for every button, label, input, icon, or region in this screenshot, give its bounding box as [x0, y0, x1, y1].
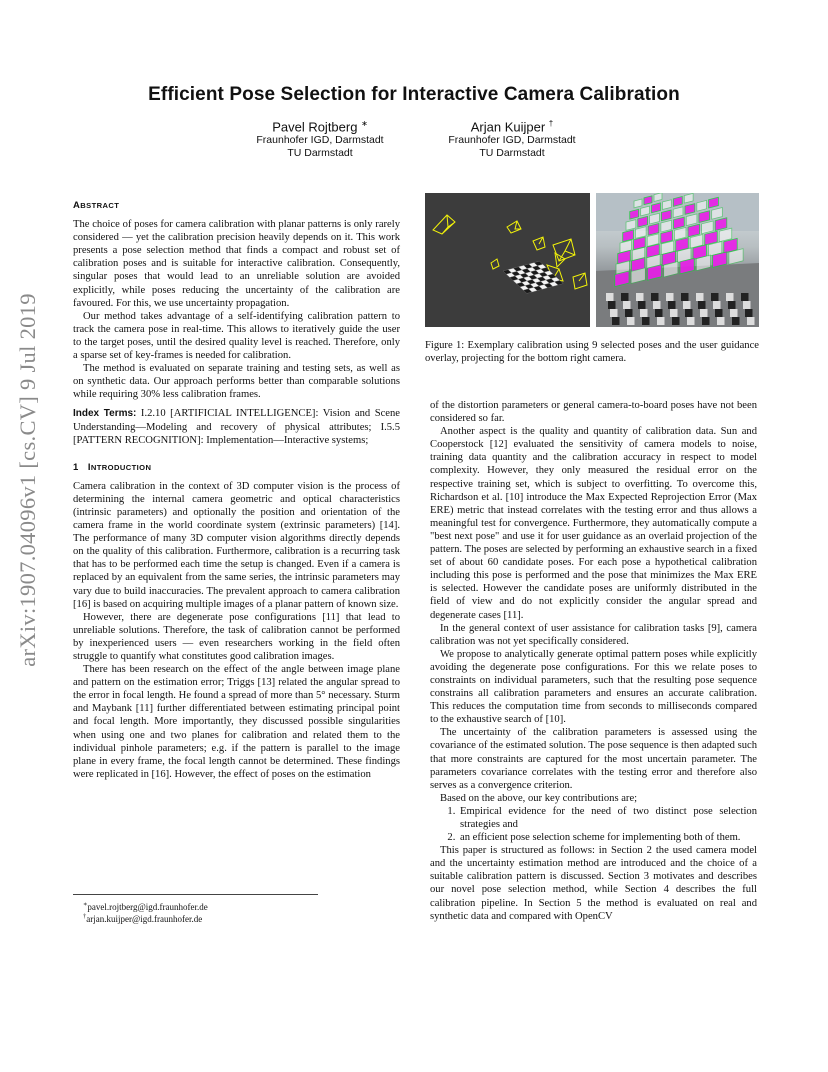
arxiv-sidebar	[8, 175, 48, 785]
contribution-item: 1. Empirical evidence for the need of two distinct pose selection strategies and	[458, 805, 757, 831]
intro-paragraph: However, there are degenerate pose configurations [11] that lead to unreliable solutions. Therefore, the task of calibration cannot be performed by inexperienced users — even researchers working in the field often struggle to quantify what constitutes good calibration images.	[73, 611, 400, 662]
author-name: Pavel Rojtberg	[272, 119, 358, 135]
author-mark: ∗	[361, 119, 368, 128]
board-square	[625, 309, 633, 317]
board-square	[636, 293, 644, 301]
board-square	[640, 309, 648, 317]
board-square	[642, 317, 650, 325]
figure-1-caption: Figure 1: Exemplary calibration using 9 selected poses and the user guidance overlay, projecting for the bottom right camera.	[425, 340, 759, 365]
footnote-1: ∗pavel.rojtberg@igd.fraunhofer.de	[83, 901, 208, 912]
contribution-list	[430, 805, 757, 844]
board-square	[698, 301, 706, 309]
index-terms-text: I.2.10 [ARTIFICIAL INTELLIGENCE]: Vision and Scene Understanding—Modeling and recovery of physical attributes; I.5.5 [PATTERN RECOGNITION]: Implementation—Interactive systems;	[73, 408, 400, 446]
board-square	[702, 317, 710, 325]
frustum	[573, 273, 587, 289]
board-square	[726, 293, 734, 301]
board-square	[610, 309, 618, 317]
board-square	[747, 317, 755, 325]
frustum	[433, 215, 455, 234]
board-square	[700, 309, 708, 317]
contribution-item: 2. an efficient pose selection scheme for implementing both of them.	[458, 831, 757, 844]
author-block-1	[210, 119, 430, 160]
board-square	[608, 301, 616, 309]
abstract-paragraph: Our method takes advantage of a self-identifying calibration pattern to track the camera pose in real-time. This allows to iteratively guide the user to the target poses, until the desired quality level is reached. Therefore, only a sparse set of key-frames is needed for calibration.	[73, 310, 400, 362]
figure-1-guidance-overlay	[596, 193, 759, 327]
board-square	[730, 309, 738, 317]
board-square	[717, 317, 725, 325]
board-square	[711, 293, 719, 301]
introduction-heading: 1 INTRODUCTION	[73, 461, 152, 473]
board-square	[666, 293, 674, 301]
board-square	[623, 301, 631, 309]
intro-paragraph: of the distortion parameters or general camera-to-board poses have not been considered so far.	[430, 400, 757, 425]
board-square	[621, 293, 629, 301]
author-block-2	[402, 119, 622, 160]
board-square	[655, 309, 663, 317]
intro-paragraph: Based on the above, our key contributions are;	[440, 792, 638, 804]
abstract-paragraph: The choice of poses for camera calibration with planar patterns is only rarely considered — yet the calibration precision heavily depends on it. This work presents a pose selection method that finds a compact and robust set of calibration poses and is suitable for interactive calibration. Consequently, singular poses that would lead to an unreliable solution are avoided explicitly, while poses reducing the uncertainty of the calibration are favoured. For this, we use uncertainty propagation.	[73, 219, 400, 309]
board-square	[653, 301, 661, 309]
intro-paragraph: Another aspect is the quality and quantity of calibration data. Sun and Cooperstock [12] evaluated the sensitivity of camera models to noise, training data quantity and the calibration accuracy in respect to model complexity. However, they only measured the residual error on the respective training set, which is subject to overfitting. To overcome this, Richardson et al. [10] introduce the Max Expected Reprojection Error (Max ERE) metric that instead correlates with the testing error and thus allows a meaningful test for convergence. Furthermore, they automatically compute a "best next pose" and use it for user guidance as an overlaid projection of the pattern. The poses are selected by performing an exhaustive search in a fixed set of about 60 candidate poses. For each pose a hypothetical calibration including this pose is performed and the pose that minimizes the Max ERE is selected. However the candidate poses are uniformly distributed in the field of view and do not explicitly consider the angular spread and degenerate cases [11].	[430, 426, 757, 621]
board-square	[741, 293, 749, 301]
abstract-paragraph: The method is evaluated on separate training and testing sets, as well as on synthetic data. Our approach performs better than comparable solutions while requiring 30% less calibration frames.	[73, 363, 400, 401]
affiliation: TU Darmstadt	[479, 147, 545, 160]
guidance-overlay-photo	[596, 193, 759, 327]
board-square	[612, 317, 620, 325]
footnote-rule	[73, 894, 318, 895]
board-square	[715, 309, 723, 317]
board-square	[657, 317, 665, 325]
left-column	[73, 199, 400, 781]
author-name: Arjan Kuijper	[470, 119, 546, 135]
board-square	[696, 293, 704, 301]
board-square	[713, 301, 721, 309]
intro-paragraph: We propose to analytically generate optimal pattern poses while explicitly avoiding the degenerate pose configurations. For this we relate poses to constraints on individual parameters, such that the resulting pose sequence constrains all calibration parameters and ensures an accurate calibration. This reduces the computation time from seconds to milliseconds compared to the exhaustive search of [10].	[430, 648, 757, 726]
board-square	[683, 301, 691, 309]
intro-paragraph: In the general context of user assistance for calibration tasks [9], camera calibration was not yet specifically considered.	[430, 622, 757, 647]
footnote-2: †arjan.kuijper@igd.fraunhofer.de	[83, 913, 203, 924]
board-square	[728, 301, 736, 309]
board-square	[687, 317, 695, 325]
paper-title: Efficient Pose Selection for Interactive Camera Calibration	[148, 84, 680, 105]
affiliation: TU Darmstadt	[287, 147, 353, 160]
board-square	[668, 301, 676, 309]
board-square	[743, 301, 751, 309]
affiliation: Fraunhofer IGD, Darmstadt	[256, 134, 384, 147]
arxiv-id: arXiv:1907.04096v1 [cs.CV] 9 Jul 2019	[15, 293, 40, 667]
board-square	[638, 301, 646, 309]
intro-paragraph: The uncertainty of the calibration parameters is assessed using the covariance of the estimated solution. The pose sequence is then adapted such that more constraints are captured for the most uncertain parameter. The parameters covariance correlates with the testing error and therefore also serves as a convergence criterion.	[430, 727, 757, 791]
calibration-pattern	[503, 261, 563, 293]
frustum	[507, 221, 521, 233]
board-square	[651, 293, 659, 301]
board-square	[732, 317, 740, 325]
intro-paragraph: Camera calibration in the context of 3D computer vision is the process of determining the internal camera geometric and optical characteristics (intrinsic parameters) and optionally the position and orientation of the camera frame in the world coordinate system (extrinsic parameters) [14]. The performance of many 3D computer vision algorithms directly depends on the quality of this calibration. Furthermore, calibration is a recurring task that has to be performed each time the setup is changed. Even if a camera is replaced by an equivalent from the same series, the intrinsic parameters may vary due to build inaccuracies. The prevalent approach to camera calibration [16] is based on acquiring multiple images of a planar pattern of known size.	[73, 480, 400, 610]
frustum	[533, 237, 545, 250]
frustum	[491, 259, 499, 269]
intro-paragraph: This paper is structured as follows: in Section 2 the used camera model and the uncertainty estimation method are introduced and the choice of a suitable calibration pattern is discussed. Section 3 motivates and describes our novel pose selection method, while Section 4 describes the full calibration pipeline. In Section 5 the method is evaluated on real and synthetic data and compared with OpenCV	[430, 845, 757, 922]
right-column	[430, 399, 757, 923]
board-square	[627, 317, 635, 325]
overlay-square	[644, 196, 652, 205]
author-mark: †	[548, 119, 554, 128]
board-square	[672, 317, 680, 325]
board-square	[606, 293, 614, 301]
board-square	[685, 309, 693, 317]
index-terms-label: Index Terms:	[73, 408, 137, 420]
overlay-square	[634, 199, 642, 208]
index-terms	[73, 407, 400, 446]
abstract-heading: ABSTRACT	[73, 200, 120, 211]
board-square	[681, 293, 689, 301]
frustum	[553, 239, 575, 261]
figure-1-pose-visualization	[425, 193, 590, 327]
affiliation: Fraunhofer IGD, Darmstadt	[448, 134, 576, 147]
board-square	[745, 309, 753, 317]
camera-poses-plot	[425, 193, 590, 327]
board-square	[670, 309, 678, 317]
camera-frustums	[433, 215, 587, 289]
intro-paragraph: There has been research on the effect of the angle between image plane and pattern on the estimation error; Triggs [13] related the angular spread to the error in focal length. He found a spread of more than 5° necessary. Sturm and Maybank [11] further differentiated between estimating principal point and focal length. More importantly, they discussed possible singularities when using one and two planes for calibration and related them to the individual pinhole parameters; e.g. if the pattern is parallel to the image plane in every frame, the focal length cannot be determined. These findings were replicated in [16]. However, the effect of poses on the estimation	[73, 664, 400, 780]
